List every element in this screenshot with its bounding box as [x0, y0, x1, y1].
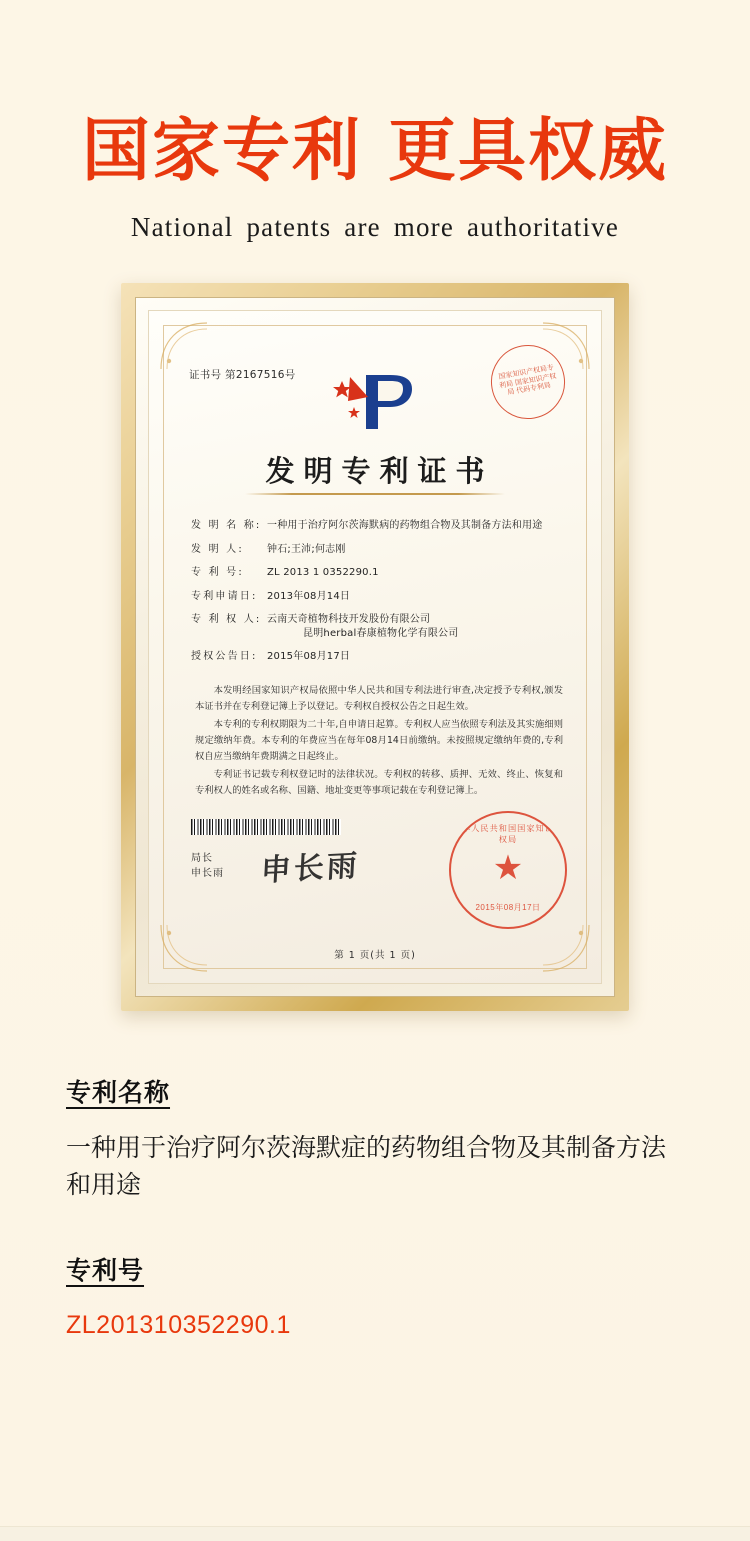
field-label: 专利申请日:	[191, 590, 258, 602]
field-row	[191, 519, 567, 533]
field-value-line2: 昆明herbal春康植物化学有限公司	[303, 627, 459, 639]
official-red-seal-icon	[449, 811, 567, 929]
issuing-office-stamp-text: 国家知识产权局专利局 国家知识产权局 代码专利局	[498, 364, 557, 398]
field-row	[191, 650, 567, 664]
seal-org-text: 中华人民共和国国家知识产权局	[452, 824, 564, 844]
title-divider	[245, 493, 505, 495]
field-label: 专 利 号:	[191, 567, 244, 578]
handwritten-signature: 申长雨	[259, 848, 361, 889]
field-value: 一种用于治疗阿尔茨海默病的药物组合物及其制备方法和用途	[267, 520, 543, 531]
field-label: 授权公告日:	[191, 651, 258, 662]
patent-name-heading: 专利名称	[66, 1078, 171, 1107]
field-value-line1: 云南天奇植物科技开发股份有限公司	[267, 614, 431, 625]
headline-left: 国家专利	[81, 112, 362, 191]
headline-right: 更具权威	[388, 112, 669, 191]
patent-emblem-icon	[320, 367, 430, 437]
field-row	[191, 543, 567, 557]
certificate-number: 证书号 第2167516号	[189, 369, 296, 381]
patent-name-value: 一种用于治疗阿尔茨海默症的药物组合物及其制备方法和用途	[66, 1133, 667, 1199]
field-value: 钟石;王沛;何志刚	[267, 543, 346, 555]
field-label: 专 利 权 人:	[191, 614, 262, 625]
page-subtitle: National patents are more authoritative	[130, 212, 620, 242]
signer-block	[191, 851, 224, 881]
barcode-icon	[191, 819, 341, 835]
certificate-image	[121, 283, 629, 1011]
seal-star-icon: ★	[492, 849, 524, 887]
body-paragraph: 本专利的专利权期限为二十年,自申请日起算。专利权人应当依照专利法及其实施细则规定缴纳年费。本专利的年费应当在每年08月14日前缴纳。未按照规定缴纳年费的,专利权自应当缴纳年费期满之日起终止。	[195, 718, 563, 762]
signer-title: 局长	[191, 853, 213, 864]
signer-name: 申长雨	[191, 868, 224, 879]
page-mark: 第 1 页(共 1 页)	[334, 950, 416, 961]
issuing-office-stamp-icon	[485, 339, 571, 425]
certificate-body	[195, 683, 563, 801]
patent-info-section	[66, 1073, 686, 1344]
field-row	[191, 590, 567, 604]
field-value: 2015年08月17日	[267, 651, 351, 662]
field-label: 发 明 人:	[191, 543, 244, 555]
certificate-frame-inner	[135, 297, 615, 997]
certificate-fields	[191, 519, 567, 674]
field-value	[267, 613, 567, 640]
seal-date-text: 2015年08月17日	[475, 903, 541, 912]
certificate-title: 发明专利证书	[265, 454, 494, 488]
bottom-strip	[0, 1526, 750, 1541]
body-paragraph: 专利证书记载专利权登记时的法律状况。专利权的转移、质押、无效、终止、恢复和专利权人的姓名或名称、国籍、地址变更等事项记载在专利登记簿上。	[195, 768, 563, 796]
page-header	[0, 0, 750, 243]
certificate-paper	[148, 310, 602, 984]
patent-number-heading: 专利号	[66, 1256, 145, 1285]
field-label: 发 明 名 称:	[191, 520, 262, 531]
section-spacer	[66, 1203, 686, 1251]
body-paragraph: 本发明经国家知识产权局依照中华人民共和国专利法进行审查,决定授予专利权,颁发本证书并在专利登记簿上予以登记。专利权自授权公告之日起生效。	[195, 685, 563, 712]
page-title	[0, 112, 750, 191]
ornament-corner-icon	[157, 319, 211, 373]
field-row	[191, 566, 567, 580]
field-value: ZL 2013 1 0352290.1	[267, 567, 379, 578]
patent-number-value: ZL201310352290.1	[66, 1311, 291, 1339]
field-row	[191, 613, 567, 640]
field-value: 2013年08月14日	[267, 590, 351, 602]
